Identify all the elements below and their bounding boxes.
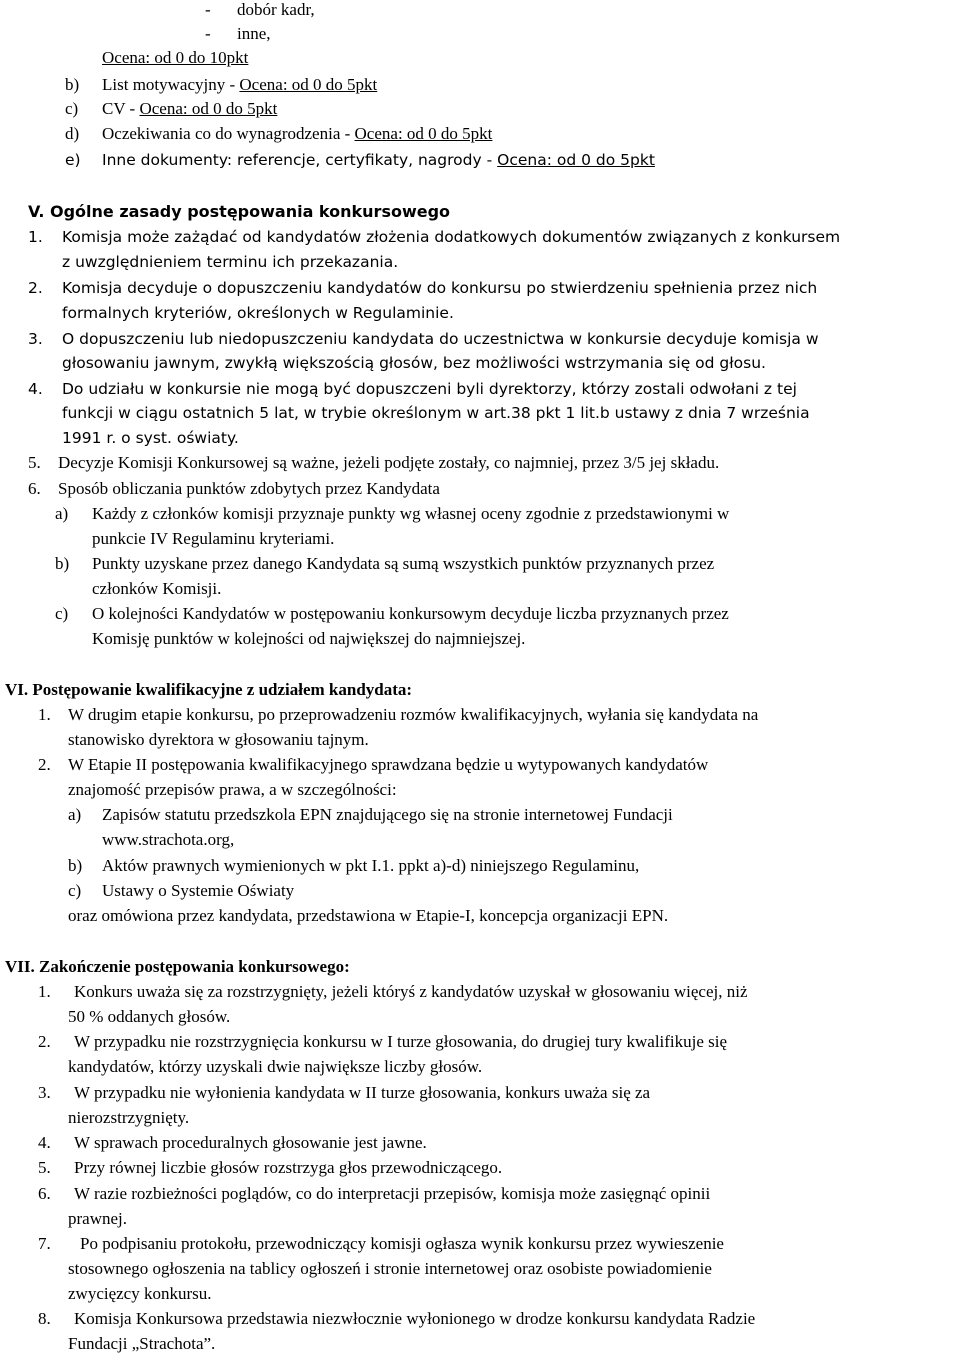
score-e: Ocena: od 0 do 5pkt <box>497 151 655 169</box>
list-item-d <box>102 124 492 144</box>
list-number: 6. <box>38 1184 51 1203</box>
section-heading-vi: VI. Postępowanie kwalifikacyjne z udziałem kandydata: <box>5 680 413 699</box>
list-number: 6. <box>28 479 41 498</box>
paragraph-line: 1991 r. o syst. oświaty. <box>62 429 239 447</box>
list-marker: b) <box>55 554 70 573</box>
list-marker: - <box>205 0 211 19</box>
list-item-c <box>102 99 277 119</box>
list-number: 8. <box>38 1309 51 1328</box>
paragraph-line: www.strachota.org, <box>102 830 235 849</box>
paragraph-line: Aktów prawnych wymienionych w pkt I.1. ppkt a)-d) niniejszego Regulaminu, <box>102 856 640 875</box>
paragraph-line: Sposób obliczania punktów zdobytych przez Kandydata <box>58 479 440 498</box>
paragraph-line: stosownego ogłoszenia na tablicy ogłoszeń i stronie internetowej oraz osobiste powiadomienie <box>68 1259 712 1278</box>
list-item-inne: inne, <box>237 24 271 43</box>
list-marker: c) <box>68 881 82 900</box>
paragraph-line: Fundacji „Strachota”. <box>68 1334 216 1353</box>
list-number: 1. <box>28 228 43 246</box>
paragraph-line: prawnej. <box>68 1209 128 1228</box>
paragraph-line: 50 % oddanych głosów. <box>68 1007 231 1026</box>
list-number: 1. <box>38 705 51 724</box>
paragraph-line: formalnych kryteriów, określonych w Regulaminie. <box>62 304 454 322</box>
list-number: 2. <box>38 755 51 774</box>
list-number: 5. <box>38 1158 51 1177</box>
list-marker: a) <box>68 805 82 824</box>
list-marker: c) <box>65 99 79 118</box>
list-number: 4. <box>28 380 43 398</box>
paragraph-line: członków Komisji. <box>92 579 222 598</box>
paragraph-line: Komisja decyduje o dopuszczeniu kandydatów do konkursu po stwierdzeniu spełnienia przez nich <box>62 279 818 297</box>
list-marker: d) <box>65 124 80 143</box>
paragraph-line: O kolejności Kandydatów w postępowaniu konkursowym decyduje liczba przyznanych przez <box>92 604 729 623</box>
list-number: 2. <box>28 279 43 297</box>
list-number: 4. <box>38 1133 51 1152</box>
list-number: 5. <box>28 453 41 472</box>
paragraph-line: stanowisko dyrektora w głosowaniu tajnym. <box>68 730 369 749</box>
score-c: Ocena: od 0 do 5pkt <box>139 99 278 118</box>
list-marker: c) <box>55 604 69 623</box>
paragraph-line: głosowaniu jawnym, zwykłą większością głosów, bez możliwości wstrzymania się od głosu. <box>62 354 766 372</box>
item-text: CV - <box>102 99 140 118</box>
list-number: 7. <box>38 1234 51 1253</box>
paragraph-line: W przypadku nie wyłonienia kandydata w II turze głosowania, konkurs uważa się za <box>74 1083 651 1102</box>
list-number: 2. <box>38 1032 51 1051</box>
paragraph-line: zwycięzcy konkursu. <box>68 1284 212 1303</box>
paragraph-line: Komisję punktów w kolejności od największej do najmniejszej. <box>92 629 526 648</box>
paragraph-line: Punkty uzyskane przez danego Kandydata są sumą wszystkich punktów przyznanych przez <box>92 554 715 573</box>
item-text: Oczekiwania co do wynagrodzenia - <box>102 124 355 143</box>
paragraph-line: Komisja może zażądać od kandydatów złożenia dodatkowych dokumentów związanych z konkursem <box>62 228 841 246</box>
paragraph-line: oraz omówiona przez kandydata, przedstawiona w Etapie-I, koncepcja organizacji EPN. <box>68 906 669 925</box>
section-heading-vii: VII. Zakończenie postępowania konkursowego: <box>5 957 350 976</box>
list-number: 3. <box>38 1083 51 1102</box>
paragraph-line: Zapisów statutu przedszkola EPN znajdującego się na stronie internetowej Fundacji <box>102 805 673 824</box>
paragraph-line: kandydatów, którzy uzyskali dwie największe liczby głosów. <box>68 1057 483 1076</box>
paragraph-line: Konkurs uważa się za rozstrzygnięty, jeżeli któryś z kandydatów uzyskał w głosowaniu więcej, niż <box>74 982 748 1001</box>
list-item-dobor-kadr: dobór kadr, <box>237 0 315 19</box>
section-heading-v: V. Ogólne zasady postępowania konkursowego <box>28 202 451 221</box>
list-number: 1. <box>38 982 51 1001</box>
paragraph-line: punkcie IV Regulaminu kryteriami. <box>92 529 335 548</box>
paragraph-line: funkcji w ciągu ostatnich 5 lat, w trybie określonym w art.38 pkt 1 lit.b ustawy z dnia 7 września <box>62 404 810 422</box>
paragraph-line: Ustawy o Systemie Oświaty <box>102 881 295 900</box>
paragraph-line: W sprawach proceduralnych głosowanie jest jawne. <box>74 1133 427 1152</box>
paragraph-line: z uwzględnieniem terminu ich przekazania. <box>62 253 399 271</box>
item-text: List motywacyjny - <box>102 75 240 94</box>
list-marker: e) <box>65 151 81 169</box>
list-marker: - <box>205 24 211 43</box>
paragraph-line: Każdy z członków komisji przyznaje punkty wg własnej oceny zgodnie z przedstawionymi w <box>92 504 730 523</box>
paragraph-line: Po podpisaniu protokołu, przewodniczący komisji ogłasza wynik konkursu przez wywieszenie <box>80 1234 724 1253</box>
paragraph-line: W drugim etapie konkursu, po przeprowadzeniu rozmów kwalifikacyjnych, wyłania się kandydata na <box>68 705 759 724</box>
score-d: Ocena: od 0 do 5pkt <box>354 124 493 143</box>
score-a: Ocena: od 0 do 10pkt <box>102 48 249 67</box>
paragraph-line: O dopuszczeniu lub niedopuszczeniu kandydata do uczestnictwa w konkursie decyduje komisja w <box>62 330 819 348</box>
paragraph-line: W razie rozbieżności poglądów, co do interpretacji przepisów, komisja może zasięgnąć opinii <box>74 1184 711 1203</box>
paragraph-line: Do udziału w konkursie nie mogą być dopuszczeni byli dyrektorzy, którzy zostali odwołani z tej <box>62 380 797 398</box>
list-marker: a) <box>55 504 69 523</box>
paragraph-line: W przypadku nie rozstrzygnięcia konkursu w I turze głosowania, do drugiej tury kwalifikuje się <box>74 1032 728 1051</box>
paragraph-line: Komisja Konkursowa przedstawia niezwłocznie wyłonionego w drodze konkursu kandydata Radzie <box>74 1309 756 1328</box>
list-item-e <box>102 150 655 170</box>
score-b: Ocena: od 0 do 5pkt <box>239 75 378 94</box>
list-number: 3. <box>28 330 43 348</box>
paragraph-line: znajomość przepisów prawa, a w szczególności: <box>68 780 397 799</box>
paragraph-line: Decyzje Komisji Konkursowej są ważne, jeżeli podjęte zostały, co najmniej, przez 3/5 jej składu. <box>58 453 720 472</box>
list-marker: b) <box>65 75 80 94</box>
list-item-b <box>102 75 377 95</box>
paragraph-line: nierozstrzygnięty. <box>68 1108 190 1127</box>
item-text: Inne dokumenty: referencje, certyfikaty, nagrody - <box>102 151 498 169</box>
list-marker: b) <box>68 856 83 875</box>
paragraph-line: Przy równej liczbie głosów rozstrzyga głos przewodniczącego. <box>74 1158 503 1177</box>
paragraph-line: W Etapie II postępowania kwalifikacyjnego sprawdzana będzie u wytypowanych kandydatów <box>68 755 709 774</box>
